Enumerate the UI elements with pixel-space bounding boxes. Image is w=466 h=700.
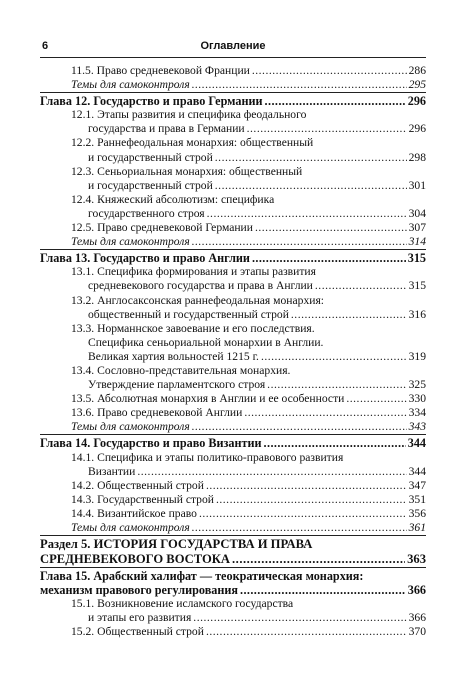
dot-leader	[137, 465, 406, 479]
toc-entry-text: Глава 12. Государство и право Германии	[40, 94, 263, 109]
toc-page-number: 366	[407, 583, 426, 598]
toc-section	[40, 597, 426, 625]
toc-entry-text: Утверждение парламентского строя	[88, 378, 266, 392]
dot-leader	[252, 64, 407, 78]
toc-section	[40, 294, 426, 322]
dot-leader	[207, 207, 407, 221]
dot-leader	[232, 552, 405, 567]
toc-chapter	[40, 251, 426, 265]
toc-self-check	[40, 521, 426, 536]
toc-entry-text: Великая хартия вольностей 1215 г.	[88, 349, 259, 363]
toc-page-number: 366	[408, 611, 426, 625]
toc-page-number: 330	[408, 392, 426, 406]
toc-section	[40, 493, 426, 507]
toc-page-number: 370	[408, 625, 426, 639]
toc-entry-text: 11.5. Право средневековой Франции	[71, 64, 250, 77]
dot-leader	[264, 436, 406, 450]
toc-entry-text: Специфика сеньориальной монархии в Англии.	[88, 335, 324, 349]
toc-page-number: 325	[408, 378, 426, 392]
toc-entry-text: Глава 14. Государство и право Византии	[40, 436, 262, 451]
toc-entry-text: 12.2. Раннефеодальная монархия: общественный	[71, 136, 314, 150]
dot-leader	[244, 406, 406, 420]
dot-leader	[206, 625, 407, 639]
toc-page-number: 351	[408, 492, 426, 506]
dot-leader	[193, 611, 406, 625]
toc-entry-text: общественный и государственный строй	[88, 307, 289, 321]
toc-entry-text: Византии	[88, 464, 136, 478]
toc-chapter	[40, 569, 426, 597]
toc-entry-text: 13.6. Право средневековой Англии	[71, 406, 243, 420]
toc-page-number: 298	[408, 150, 426, 164]
toc-entry-text: механизм правового регулирования	[40, 583, 239, 598]
dot-leader	[215, 151, 407, 165]
toc-entry-text: средневекового государства и права в Англии	[88, 279, 313, 293]
dot-leader	[192, 521, 407, 535]
toc-self-check	[40, 235, 426, 250]
toc-entry-text: 15.2. Общественный строй	[71, 625, 204, 639]
toc-entry-text: 14.2. Общественный строй	[71, 478, 204, 492]
toc-page-number: 301	[408, 178, 426, 192]
toc-section	[40, 165, 426, 193]
toc-page-number: 347	[408, 478, 426, 492]
toc-entry-text: и государственный строй	[88, 178, 213, 192]
toc-page-number: 316	[408, 307, 426, 321]
toc-part	[40, 537, 426, 568]
dot-leader	[267, 378, 406, 392]
toc-entry-text: 12.1. Этапы развития и специфика феодального	[71, 108, 307, 122]
toc-section	[40, 265, 426, 293]
toc-page-number: 334	[408, 406, 426, 420]
toc-entry-text: 15.1. Возникновение исламского государства	[71, 597, 294, 611]
toc-chapter	[40, 94, 426, 108]
toc-entry-text: Глава 15. Арабский халифат — теократическая монархия:	[40, 569, 364, 584]
page-header	[40, 36, 426, 58]
toc-entry-text: 13.4. Сословно-представительная монархия.	[71, 363, 291, 377]
toc-page-number: 319	[408, 349, 426, 363]
toc-entry-text: и этапы его развития	[88, 611, 192, 625]
toc-self-check	[40, 78, 426, 93]
toc-section	[40, 392, 426, 406]
running-title: Оглавление	[200, 40, 266, 52]
toc-entry-text: государства и права в Германии	[88, 122, 245, 136]
toc-page-number: 363	[407, 552, 426, 567]
toc-entry-text: 13.5. Абсолютная монархия в Англии и ее особенности	[71, 392, 345, 406]
toc-page-number: 296	[408, 122, 426, 136]
toc-entry-text: 13.1. Специфика формирования и этапы развития	[71, 265, 316, 279]
toc-entry-text: и государственный строй	[88, 150, 213, 164]
toc-page-number: 295	[408, 78, 426, 92]
toc-page-number: 304	[408, 206, 426, 220]
toc-section	[40, 507, 426, 521]
toc-entry-text: Темы для самоконтроля	[71, 521, 190, 534]
toc-section	[40, 451, 426, 479]
dot-leader	[240, 583, 406, 597]
toc-page-number: 315	[407, 251, 426, 266]
toc-section	[40, 108, 426, 136]
toc-entry-text: Темы для самоконтроля	[71, 78, 190, 92]
toc-entry-text: 12.4. Княжеский абсолютизм: специфика	[71, 192, 275, 206]
dot-leader	[192, 78, 407, 92]
toc-section	[40, 221, 426, 235]
toc-entry-text: 12.3. Сеньориальная монархия: общественный	[71, 164, 303, 178]
toc-entry-text: Темы для самоконтроля	[71, 420, 190, 434]
toc-page-number: 344	[407, 436, 426, 451]
toc-section	[40, 193, 426, 221]
table-of-contents	[40, 64, 426, 640]
toc-section	[40, 479, 426, 493]
toc-entry-text: 14.4. Византийское право	[71, 506, 197, 520]
dot-leader	[255, 221, 407, 235]
toc-page-number: 296	[407, 94, 426, 109]
dot-leader	[206, 479, 407, 493]
dot-leader	[261, 350, 407, 364]
toc-entry-text: СРЕДНЕВЕКОВОГО ВОСТОКА	[40, 552, 231, 567]
dot-leader	[315, 279, 407, 293]
toc-chapter	[40, 436, 426, 450]
toc-entry-text: 13.3. Норманнское завоевание и его последствия.	[71, 321, 315, 335]
toc-entry-text: государственного строя	[88, 206, 205, 220]
toc-entry-text: 14.1. Специфика и этапы политико-правового развития	[71, 450, 344, 464]
dot-leader	[192, 420, 407, 434]
toc-entry-text: 14.3. Государственный строй	[71, 492, 214, 506]
dot-leader	[215, 179, 407, 193]
toc-page-number: 356	[408, 506, 426, 520]
toc-page-number: 307	[408, 221, 426, 235]
toc-section	[40, 322, 426, 364]
toc-page-number: 361	[408, 521, 426, 534]
dot-leader	[247, 122, 407, 136]
toc-entry-text: Раздел 5. ИСТОРИЯ ГОСУДАРСТВА И ПРАВА	[40, 537, 313, 552]
page-number: 6	[42, 40, 49, 52]
dot-leader	[192, 235, 407, 249]
dot-leader	[199, 507, 407, 521]
toc-section	[40, 64, 426, 78]
toc-section	[40, 364, 426, 392]
dot-leader	[291, 308, 407, 322]
toc-entry-text: 12.5. Право средневековой Германии	[71, 221, 253, 235]
toc-self-check	[40, 420, 426, 435]
toc-section	[40, 406, 426, 420]
toc-page-number: 315	[408, 279, 426, 293]
toc-section	[40, 136, 426, 164]
toc-page-number: 343	[408, 420, 426, 434]
dot-leader	[252, 251, 406, 265]
toc-section	[40, 625, 426, 639]
toc-entry-text: 13.2. Англосаксонская раннефеодальная монархия:	[71, 293, 325, 307]
dot-leader	[346, 392, 406, 406]
dot-leader	[265, 94, 406, 108]
toc-entry-text: Темы для самоконтроля	[71, 235, 190, 249]
toc-page-number: 314	[408, 235, 426, 249]
toc-page-number: 344	[408, 464, 426, 478]
dot-leader	[216, 493, 407, 507]
toc-entry-text: Глава 13. Государство и право Англии	[40, 251, 250, 266]
toc-page-number: 286	[408, 64, 426, 77]
